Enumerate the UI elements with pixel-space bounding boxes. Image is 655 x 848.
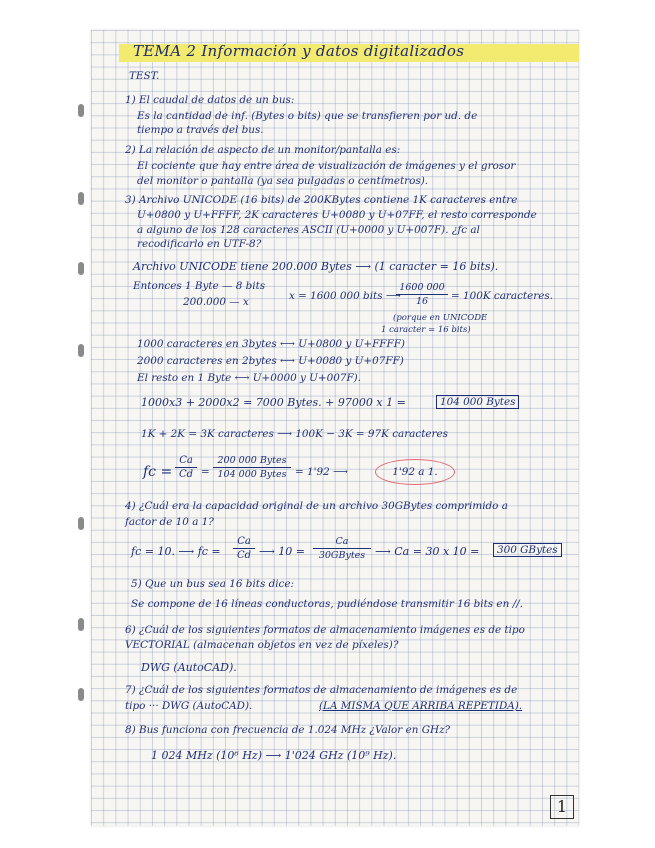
question-6-line-2: VECTORIAL (almacenan objetos en vez de píxeles)? — [125, 639, 399, 651]
fc-denominator: Cd — [178, 469, 194, 480]
question-5: 5) Que un bus sea 16 bits dice: — [131, 578, 295, 590]
answer-1-line-1: Es la cantidad de inf. (Bytes o bits) que se transfieren por ud. de — [137, 110, 478, 122]
work-note-1: (porque en UNICODE — [393, 313, 488, 323]
question-7-line-2: tipo ··· DWG (AutoCAD). — [125, 700, 253, 712]
question-3-line-3: a alguno de los 128 caracteres ASCII (U+0000 y U+007F). ¿fc al — [137, 224, 480, 236]
fc-numerator: Ca — [179, 455, 193, 466]
question-8: 8) Bus funciona con frecuencia de 1.024 MHz ¿Valor en GHz? — [125, 724, 451, 736]
work-line-8c: ⟶ Ca = 30 x 10 = — [375, 545, 480, 558]
answer-6: DWG (AutoCAD). — [141, 661, 237, 674]
punch-hole — [78, 517, 84, 530]
question-1: 1) El caudal de datos de un bus: — [125, 94, 295, 106]
punch-hole — [78, 262, 84, 275]
question-4-line-2: factor de 10 a 1? — [125, 516, 214, 528]
work-line-3: 1000 caracteres en 3bytes ⟷ U+0800 y U+FFFF) — [137, 338, 405, 350]
answer-box-capacity: 300 GBytes — [493, 543, 562, 557]
punch-hole — [78, 104, 84, 117]
fraction-numerator: 1600 000 — [399, 282, 445, 293]
work-line-2d: = 100K caracteres. — [451, 290, 553, 302]
work-line-2a: Entonces 1 Byte — 8 bits — [133, 280, 266, 292]
work-line-2c: x = 1600 000 bits ⟶ — [289, 290, 401, 302]
punch-hole — [78, 688, 84, 701]
fc-fraction-2 — [233, 536, 255, 561]
question-3-line-2: U+0800 y U+FFFF, 2K caracteres U+0080 y U+07FF, el resto corresponde — [137, 209, 537, 221]
question-7-note: (LA MISMA QUE ARRIBA REPETIDA). — [319, 700, 523, 712]
test-label: TEST. — [129, 70, 160, 82]
notebook-page — [91, 30, 579, 826]
fc-equals: = — [201, 466, 210, 478]
fc2-denominator: Cd — [236, 550, 252, 561]
answer-2-line-2: del monitor o pantalla (ya sea pulgadas o centímetros). — [137, 175, 429, 187]
answer-1-line-2: tiempo a través del bus. — [137, 124, 264, 136]
question-7-line-1: 7) ¿Cuál de los siguientes formatos de almacenamiento de imágenes es de — [125, 684, 518, 696]
punch-hole — [78, 344, 84, 357]
answer-box-bytes: 104 000 Bytes — [436, 395, 519, 409]
fc-label: fc = — [143, 464, 173, 480]
punch-hole — [78, 618, 84, 631]
work-note-2: 1 caracter = 16 bits) — [381, 325, 471, 335]
fc-circled-answer: 1'92 a 1. — [375, 459, 455, 485]
page-title: TEMA 2 Información y datos digitalizados — [133, 42, 465, 60]
work-line-2b: 200.000 — x — [183, 296, 249, 308]
work-line-8a: fc = 10. ⟶ fc = — [131, 545, 221, 558]
work-line-8b: ⟶ 10 = — [259, 545, 305, 558]
ca-denominator: 30GBytes — [318, 550, 366, 561]
question-3-line-4: recodificarlo en UTF-8? — [137, 238, 262, 250]
work-line-4: 2000 caracteres en 2bytes ⟷ U+0080 y U+07FF) — [137, 355, 404, 367]
fc-values-denominator: 104 000 Bytes — [217, 469, 287, 480]
ca-fraction — [313, 536, 371, 561]
work-line-1: Archivo UNICODE tiene 200.000 Bytes ⟶ (1 caracter = 16 bits). — [133, 260, 499, 273]
fc-values-numerator: 200 000 Bytes — [217, 455, 287, 466]
work-line-6: 1000x3 + 2000x2 = 7000 Bytes. + 97000 x 1 = — [141, 396, 406, 409]
work-line-5: El resto en 1 Byte ⟷ U+0000 y U+007F). — [137, 372, 362, 384]
page-number: 1 — [550, 795, 574, 819]
question-6-line-1: 6) ¿Cuál de los siguientes formatos de almacenamiento imágenes es de tipo — [125, 624, 525, 636]
fc2-numerator: Ca — [237, 536, 251, 547]
fraction-bits — [396, 282, 448, 307]
answer-2-line-1: El cociente que hay entre área de visualización de imágenes y el grosor — [137, 160, 516, 172]
answer-8: 1 024 MHz (10⁶ Hz) ⟶ 1'024 GHz (10⁹ Hz). — [151, 749, 397, 762]
question-4-line-1: 4) ¿Cuál era la capacidad original de un archivo 30GBytes comprimido a — [125, 500, 508, 512]
punch-hole — [78, 192, 84, 205]
fc-result: = 1'92 ⟶ — [295, 466, 348, 478]
work-line-7: 1K + 2K = 3K caracteres ⟶ 100K − 3K = 97K caracteres — [141, 428, 448, 440]
fc-values-fraction — [213, 455, 291, 480]
question-3-line-1: 3) Archivo UNICODE (16 bits) de 200KBytes contiene 1K caracteres entre — [125, 194, 518, 206]
answer-5: Se compone de 16 líneas conductoras, pudiéndose transmitir 16 bits en //. — [131, 598, 523, 610]
ca-numerator: Ca — [335, 536, 349, 547]
fraction-denominator: 16 — [415, 296, 429, 307]
fc-fraction — [175, 455, 197, 480]
question-2: 2) La relación de aspecto de un monitor/pantalla es: — [125, 144, 401, 156]
